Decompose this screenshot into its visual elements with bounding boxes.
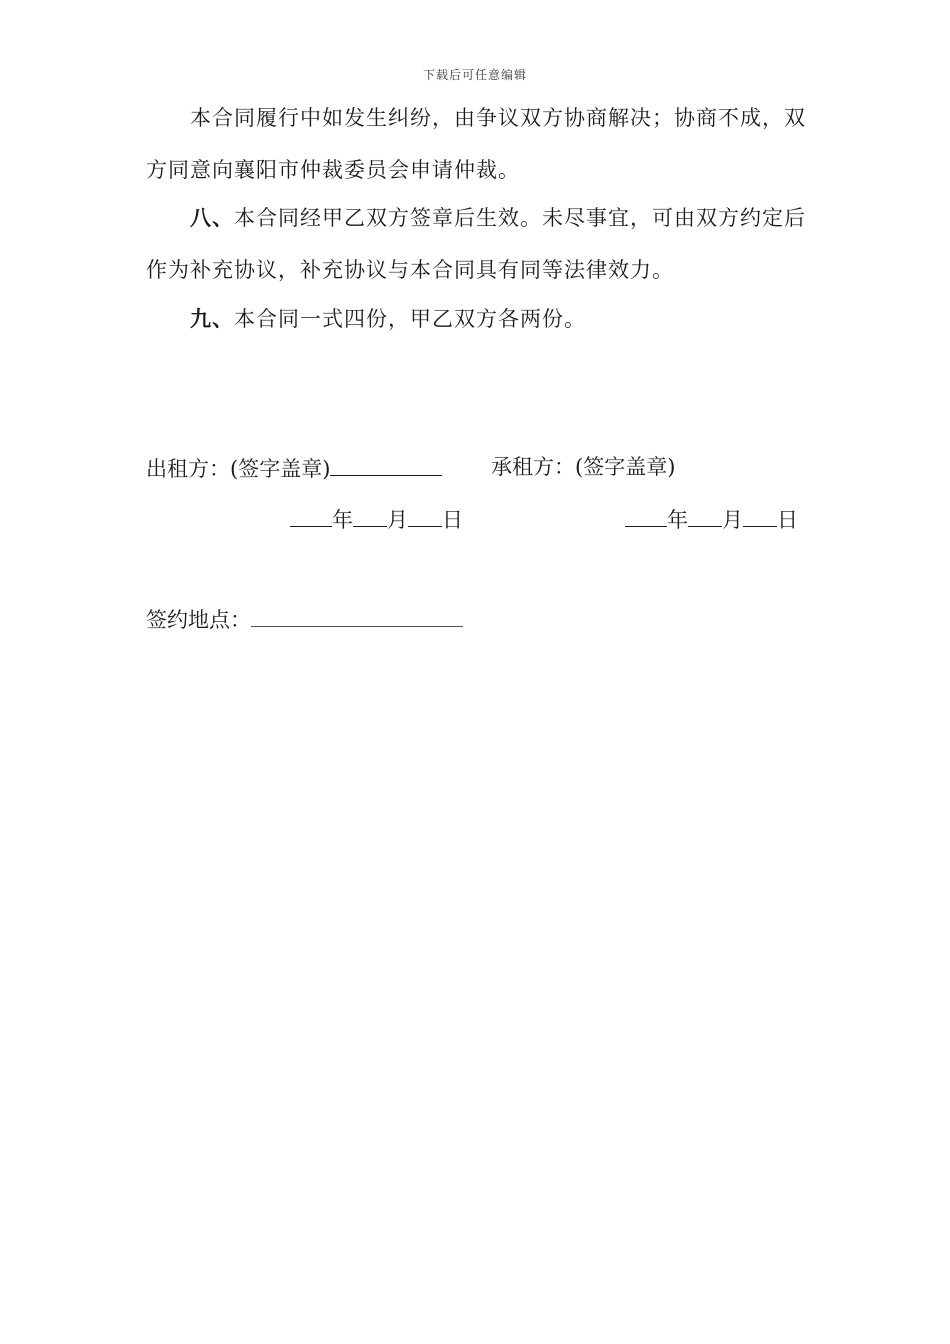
clause-9	[146, 293, 806, 345]
lessee-label: 承租方：(签字盖章)	[491, 455, 676, 479]
month-blank	[688, 500, 722, 527]
header-note: 下载后可任意编辑	[422, 68, 527, 82]
clause-9-text: 本合同一式四份，甲乙双方各两份。	[234, 307, 586, 331]
year-label: 年	[332, 508, 353, 532]
signing-place	[146, 600, 463, 638]
year-blank	[290, 500, 332, 527]
day-blank	[408, 500, 442, 527]
year-blank	[625, 500, 667, 527]
lessor-signature-line	[330, 449, 442, 476]
clause-8	[146, 192, 806, 296]
month-label: 月	[387, 508, 408, 532]
month-blank	[353, 500, 387, 527]
signing-place-label: 签约地点：	[146, 608, 251, 632]
clause-9-number: 九、	[190, 307, 234, 331]
lessee-date	[625, 500, 798, 538]
dispute-clause-text: 本合同履行中如发生纠纷，由争议双方协商解决；协商不成，双方同意向襄阳市仲裁委员会申请仲裁。	[146, 106, 806, 182]
dispute-clause	[146, 92, 806, 196]
lessor-label: 出租方：(签字盖章)	[146, 457, 331, 481]
clause-8-number: 八、	[190, 206, 234, 230]
lessor-date	[290, 500, 463, 538]
day-label: 日	[777, 508, 798, 532]
month-label: 月	[722, 508, 743, 532]
clause-8-text: 本合同经甲乙双方签章后生效。未尽事宜，可由双方约定后作为补充协议，补充协议与本合同具有同等法律效力。	[146, 206, 806, 282]
day-label: 日	[442, 508, 463, 532]
year-label: 年	[667, 508, 688, 532]
signature-row	[146, 449, 846, 487]
day-blank	[743, 500, 777, 527]
signing-place-line	[251, 600, 463, 627]
